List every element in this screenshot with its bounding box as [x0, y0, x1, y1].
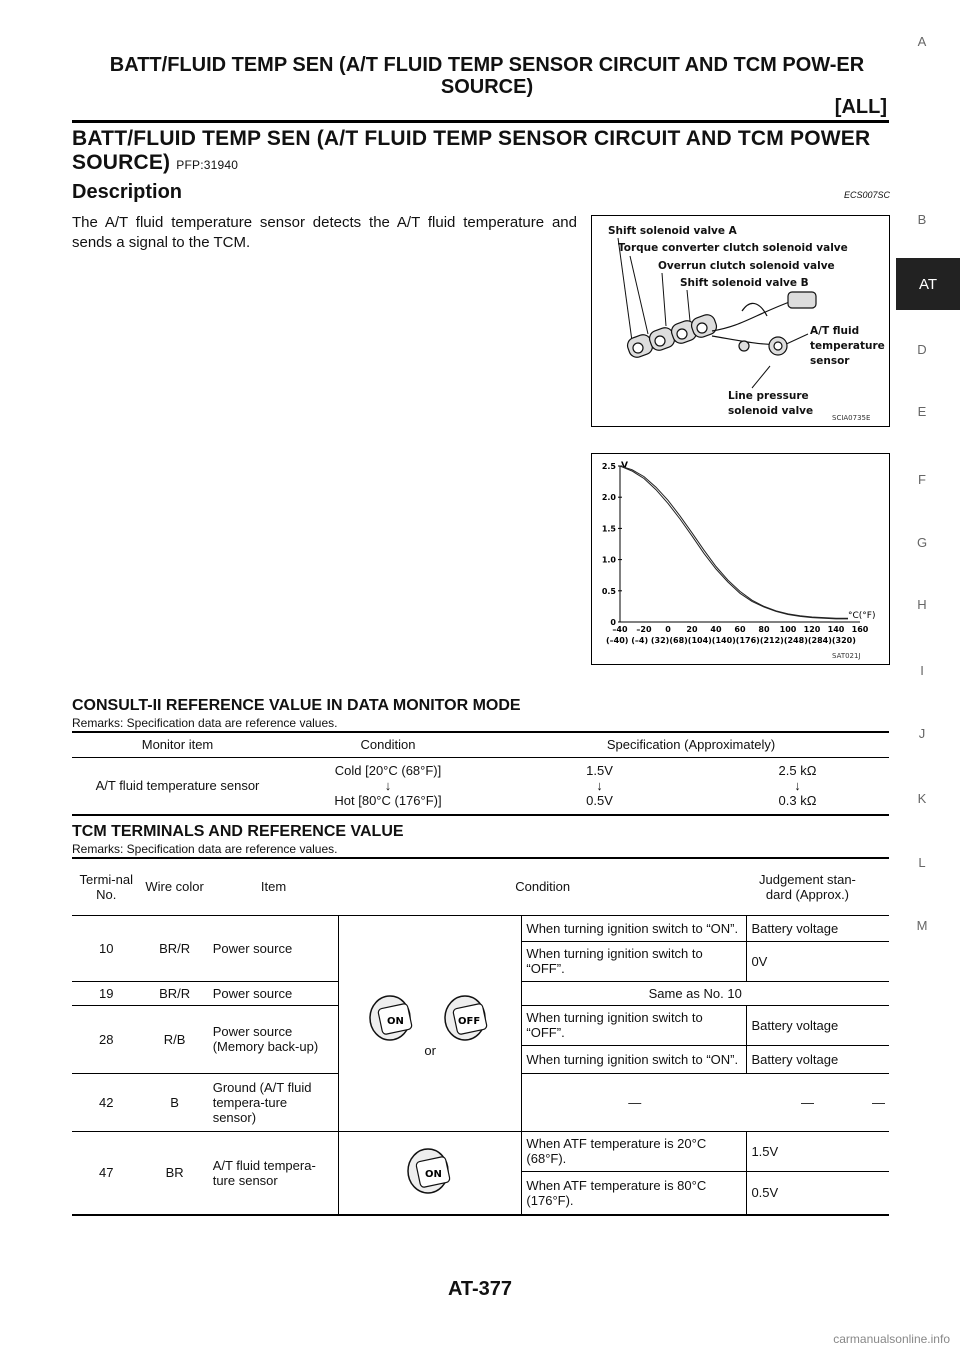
label-torque-converter: Torque converter clutch solenoid valve — [618, 242, 848, 254]
consult-r-arrow: ↓ — [794, 778, 801, 794]
side-index-m[interactable]: M — [916, 918, 928, 933]
tcm-42-dash-2: — — [800, 1094, 814, 1110]
consult-table — [72, 733, 889, 816]
side-index-b[interactable]: B — [917, 212, 927, 227]
tcm-table — [72, 859, 889, 1216]
label-fluid-3: sensor — [810, 355, 850, 367]
y-axis-label: V — [621, 461, 628, 471]
y-tick-label: 0.5 — [601, 586, 616, 596]
tcm-42-dash-3: — — [872, 1094, 885, 1110]
label-shift-b: Shift solenoid valve B — [680, 277, 809, 289]
y-tick-label: 1.5 — [601, 524, 616, 534]
ignition-key-on-cell — [338, 1131, 521, 1215]
tcm-28-color: R/B — [163, 1031, 186, 1047]
side-index-k[interactable]: K — [917, 791, 927, 806]
consult-col-condition: Condition — [360, 737, 416, 753]
consult-row — [72, 757, 889, 815]
tcm-28-no: 28 — [99, 1031, 114, 1047]
consult-header-row — [72, 733, 889, 757]
consult-col-monitor: Monitor item — [141, 737, 214, 753]
ignition-key-on-off-icon — [355, 988, 505, 1048]
label-line-pressure-2: solenoid valve — [728, 405, 814, 417]
x-tick-label: 20 — [686, 625, 698, 634]
y-tick-label: 2.0 — [601, 493, 616, 503]
tcm-col-judgement: Judgement stan-dard (Approx.) — [759, 871, 856, 902]
y-tick-label: 2.5 — [601, 462, 616, 471]
tcm-10-cond-on: When turning ignition switch to “ON”. — [522, 915, 747, 941]
side-index-j[interactable]: J — [918, 726, 926, 741]
chart-code: SAT021J — [832, 652, 861, 660]
x-tick-label: 60 — [734, 625, 746, 634]
figure1-code: SCIA0735E — [832, 414, 871, 422]
side-index-g[interactable]: G — [916, 535, 928, 550]
tcm-19-item: Power source — [212, 985, 293, 1001]
tcm-28-judge-on: Battery voltage — [751, 1051, 839, 1067]
tcm-19-same: Same as No. 10 — [648, 985, 742, 1001]
header-title: BATT/FLUID TEMP SEN (A/T FLUID TEMP SENSOR CIRCUIT AND TCM POW-ER SOURCE) — [109, 54, 865, 98]
description-heading — [72, 181, 182, 204]
description-code: ECS007SC — [843, 190, 890, 200]
tcm-42-dash-1: — — [628, 1094, 642, 1110]
description-text: The A/T fluid temperature sensor detects the A/T fluid temperature and sends a signal to the TCM. — [72, 214, 577, 251]
tcm-col-condition: Condition — [515, 879, 571, 895]
ignition-key-on-icon — [390, 1141, 470, 1201]
consult-heading: CONSULT-II REFERENCE VALUE IN DATA MONITOR MODE — [72, 697, 521, 714]
or-label: or — [424, 1043, 436, 1058]
tcm-remark: Remarks: Specification data are reference values. — [72, 842, 338, 856]
tcm-row-10a — [72, 915, 889, 941]
side-index-a[interactable]: A — [917, 34, 927, 49]
component-diagram — [592, 216, 889, 426]
label-line-pressure-1: Line pressure — [728, 390, 809, 402]
tcm-row-47a — [72, 1131, 889, 1171]
tcm-10-cond-off: When turning ignition switch to “OFF”. — [522, 941, 747, 981]
tcm-47-no: 47 — [99, 1165, 114, 1181]
side-index-i[interactable]: I — [920, 663, 924, 678]
tcm-47-judge-20: 1.5V — [751, 1143, 779, 1159]
tcm-heading: TCM TERMINALS AND REFERENCE VALUE — [72, 823, 404, 840]
tcm-47-cond-20: When ATF temperature is 20°C (68°F). — [522, 1131, 747, 1171]
tcm-10-no: 10 — [99, 940, 114, 956]
x-tick-label: 160 — [851, 625, 869, 634]
header-rule — [72, 120, 889, 123]
tcm-42-item: Ground (A/T fluid tempera-ture sensor) — [212, 1079, 312, 1125]
consult-v-cold: 1.5V — [586, 763, 613, 779]
label-fluid-1: A/T fluid — [810, 325, 860, 337]
voltage-chart — [592, 454, 889, 664]
tcm-col-terminal: Termi-nal No. — [79, 871, 133, 902]
side-index-h[interactable]: H — [917, 597, 927, 612]
watermark: carmanualsonline.info — [833, 1332, 950, 1346]
x-tick-label: 120 — [803, 625, 821, 634]
pfp-code: PFP:31940 — [176, 158, 239, 172]
tcm-col-wire: Wire color — [145, 879, 204, 895]
label-fluid-2: temperature — [810, 340, 885, 352]
description-heading-text: Description — [72, 181, 183, 203]
tcm-col-item: Item — [260, 879, 287, 895]
series-line-0 — [620, 466, 848, 619]
tcm-10-judge-off: 0V — [751, 953, 768, 969]
consult-r-cold: 2.5 kΩ — [778, 763, 817, 779]
voltage-chart-frame — [591, 453, 890, 665]
consult-v-hot: 0.5V — [586, 793, 613, 809]
consult-resistance — [706, 757, 889, 815]
consult-remark: Remarks: Specification data are reference values. — [72, 716, 338, 730]
label-overrun: Overrun clutch solenoid valve — [658, 260, 835, 272]
y-tick-label: 0 — [610, 618, 616, 627]
series-line-1 — [620, 466, 848, 618]
side-index-e[interactable]: E — [917, 404, 927, 419]
consult-cond-hot: Hot [80°C (176°F)] — [334, 793, 442, 809]
consult-cond-cold: Cold [20°C (68°F)] — [334, 763, 442, 779]
side-index-at[interactable]: AT — [896, 258, 960, 310]
key-off-label: OFF — [458, 1016, 481, 1027]
consult-v-arrow: ↓ — [596, 778, 603, 794]
consult-cond-arrow: ↓ — [384, 778, 392, 794]
key-on-label-2: ON — [425, 1169, 443, 1181]
consult-item: A/T fluid temperature sensor — [95, 778, 260, 794]
tcm-28-cond-off: When turning ignition switch to “OFF”. — [522, 1005, 747, 1045]
x-tick-label: –40 — [612, 625, 628, 634]
side-index-l[interactable]: L — [918, 855, 926, 870]
x-tick-label: –20 — [636, 625, 652, 634]
y-tick-label: 1.0 — [601, 555, 616, 565]
x-tick-label: 100 — [779, 625, 797, 634]
tcm-47-item: A/T fluid tempera-ture sensor — [212, 1157, 316, 1188]
side-index-f[interactable]: F — [918, 472, 926, 487]
x-tick-label: 40 — [710, 625, 722, 634]
ignition-key-cell — [338, 915, 521, 1131]
header-scope: [ALL] — [834, 96, 887, 118]
tcm-28-cond-on: When turning ignition switch to “ON”. — [522, 1045, 747, 1073]
consult-col-spec: Specification (Approximately) — [606, 737, 776, 753]
key-on-label: ON — [387, 1016, 405, 1027]
tcm-47-cond-80: When ATF temperature is 80°C (176°F). — [522, 1171, 747, 1215]
consult-voltage — [493, 757, 706, 815]
tcm-19-color: BR/R — [159, 985, 191, 1001]
x-tick-label-f: (–40) (–4) (32)(68)(104)(140)(176)(212)(248)(284)(320) — [606, 636, 856, 645]
tcm-47-judge-80: 0.5V — [751, 1185, 779, 1201]
tcm-42-no: 42 — [99, 1094, 114, 1110]
x-tick-label: 0 — [665, 625, 671, 634]
side-index-d[interactable]: D — [917, 342, 927, 357]
tcm-10-judge-on: Battery voltage — [751, 920, 839, 936]
tcm-42-color: B — [170, 1094, 179, 1110]
x-tick-label: 80 — [758, 625, 770, 634]
page-number: AT-377 — [447, 1278, 513, 1300]
tcm-47-color: BR — [165, 1165, 184, 1181]
tcm-28-item: Power source (Memory back-up) — [212, 1024, 319, 1054]
tcm-19-no: 19 — [99, 985, 114, 1001]
tcm-28-judge-off: Battery voltage — [751, 1017, 839, 1033]
x-axis-unit: °C(°F) — [848, 611, 876, 621]
tcm-10-item: Power source — [212, 940, 293, 956]
label-shift-a: Shift solenoid valve A — [608, 225, 737, 237]
consult-condition — [283, 757, 493, 815]
consult-r-hot: 0.3 kΩ — [778, 793, 817, 809]
x-tick-label: 140 — [827, 625, 845, 634]
section-title-text: BATT/FLUID TEMP SEN (A/T FLUID TEMP SENSOR CIRCUIT AND TCM POWER SOURCE) — [72, 127, 871, 174]
tcm-header-row — [72, 859, 889, 915]
component-figure — [591, 215, 890, 427]
section-title — [72, 127, 892, 177]
tcm-10-color: BR/R — [159, 940, 191, 956]
